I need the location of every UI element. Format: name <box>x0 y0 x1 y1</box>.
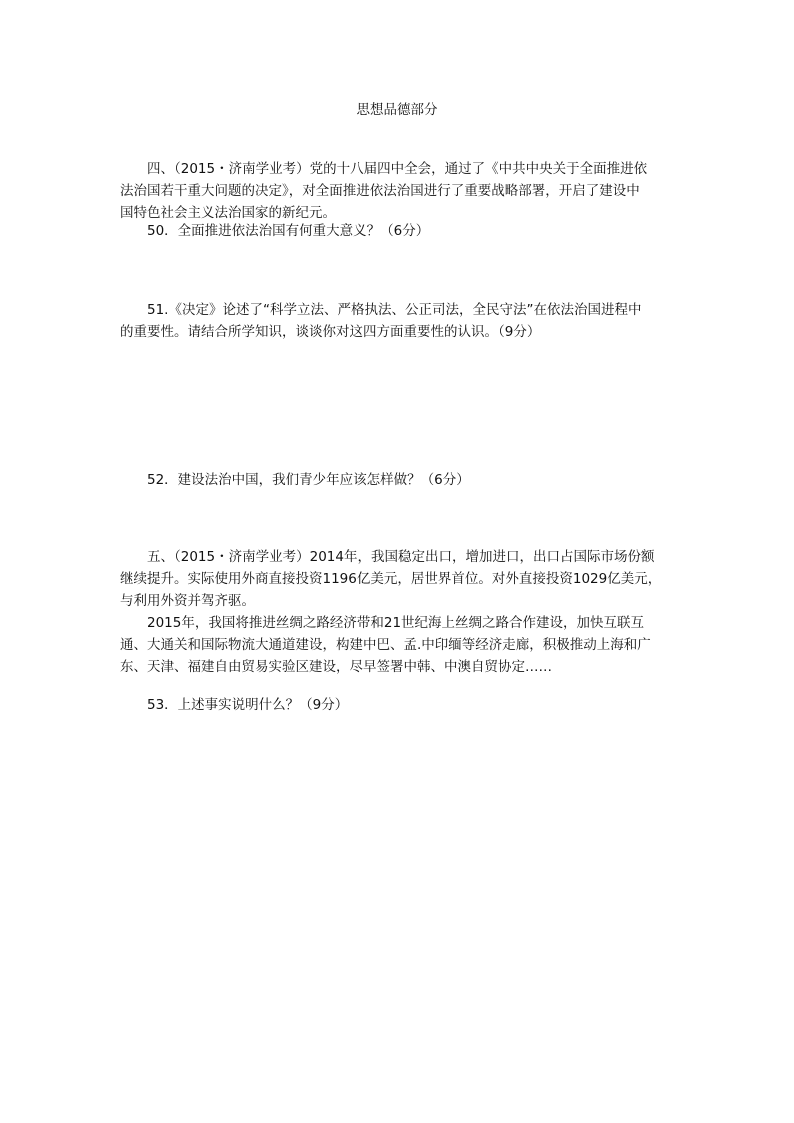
section-5-intro <box>120 546 680 678</box>
question-50: 50．全面推进依法治国有何重大意义？（6分） <box>147 223 430 239</box>
text-line: 2015年，我国将推进丝绸之路经济带和21世纪海上丝绸之路合作建设，加快互联互 <box>147 615 645 631</box>
question-51 <box>120 299 680 343</box>
question-52: 52．建设法治中国，我们青少年应该怎样做？（6分） <box>147 472 470 488</box>
text-line: 法治国若干重大问题的决定》，对全面推进依法治国进行了重要战略部署，开启了建设中 <box>120 183 640 199</box>
section-title: 思想品德部分 <box>356 102 438 118</box>
text-line: 五、（2015・济南学业考）2014年，我国稳定出口，增加进口，出口占国际市场份额 <box>147 549 655 565</box>
text-line: 与利用外资并驾齐驱。 <box>120 593 255 609</box>
text-line: 东、天津、福建自由贸易实验区建设，尽早签署中韩、中澳自贸协定…… <box>120 659 552 675</box>
text-line: 通、大通关和国际物流大通道建设，构建中巴、孟.中印缅等经济走廊，积极推动上海和广 <box>120 637 651 653</box>
text-line: 四、（2015・济南学业考）党的十八届四中全会，通过了《中共中央关于全面推进依 <box>147 161 648 177</box>
question-53: 53．上述事实说明什么？（9分） <box>147 697 349 713</box>
section-4-intro <box>120 158 680 224</box>
text-line: 51.《决定》论述了“科学立法、严格执法、公正司法，全民守法”在依法治国进程中 <box>147 302 642 318</box>
text-line: 继续提升。实际使用外商直接投资1196亿美元，居世界首位。对外直接投资1029亿美元， <box>120 571 662 587</box>
text-line: 的重要性。请结合所学知识，谈谈你对这四方面重要性的认识。（9分） <box>120 324 541 340</box>
text-line: 国特色社会主义法治国家的新纪元。 <box>120 205 336 221</box>
